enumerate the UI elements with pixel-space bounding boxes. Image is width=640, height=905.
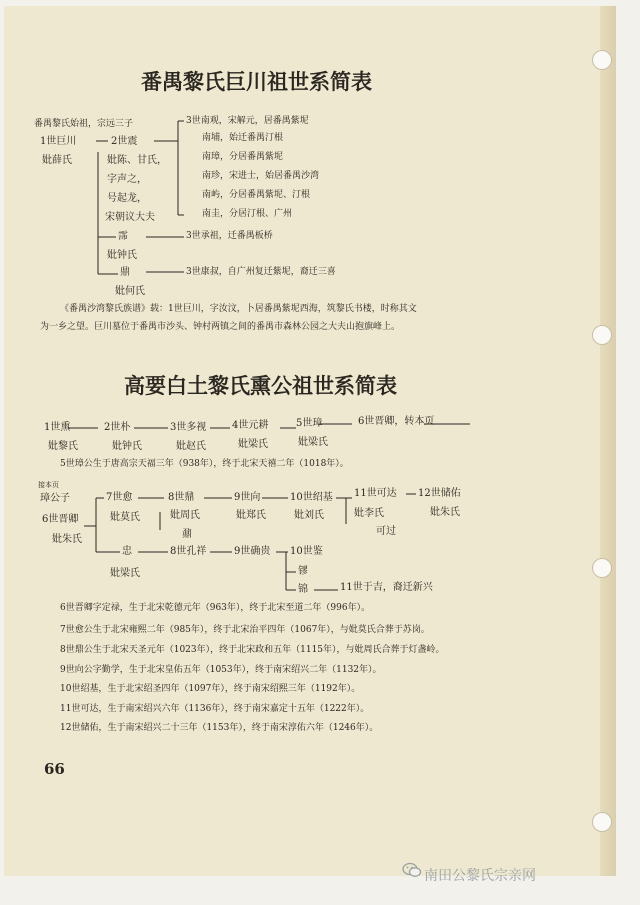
row1-wife: 妣黎氏	[48, 441, 78, 452]
gen2-1-note-line: 妣陈、甘氏，	[107, 155, 167, 166]
tree2-wife: 妣刘氏	[294, 510, 324, 521]
gen1-wife: 妣薛氏	[42, 155, 72, 166]
tree2-gen: 锦	[298, 584, 308, 595]
gen3-entry: 南圭，分居汀根、广州	[202, 209, 293, 219]
note-line: 9世向公字勤学，生于北宋皇佑五年（1053年），终于南宋绍兴二年（1132年）。	[60, 665, 382, 675]
gen2-3-wife: 妣何氏	[115, 286, 145, 297]
tree2-gen: 10世鉴	[290, 546, 323, 557]
row1-wife: 妣梁氏	[298, 437, 328, 448]
gen3-entry: 南珍，宋进士，始居番禺沙湾	[202, 171, 320, 181]
row1-wife: 妣梁氏	[238, 439, 268, 450]
tree2-gen: 忠	[122, 546, 132, 557]
gen2-3-name: 鼎	[120, 267, 130, 278]
row1-gen: 6世晋卿，转本页	[358, 416, 435, 427]
note-line: 6世晋卿字定禄，生于北宋乾德元年（963年），终于北宋至道二年（996年）。	[60, 603, 371, 613]
gen3-entry: 南埔，始迁番禺汀根	[202, 133, 284, 143]
tree2-wife: 妣梁氏	[110, 568, 140, 579]
note-line: 10世绍基，生于北宋绍圣四年（1097年），终于南宋绍熙三年（1192年）。	[60, 684, 361, 694]
note-line: 11世可达，生于南宋绍兴六年（1136年），终于南宋嘉定十五年（1222年）。	[60, 704, 370, 714]
tree2-gen: 9世向	[234, 492, 261, 503]
gen2-1-note-line: 字声之，	[107, 174, 147, 185]
tree2-wife: 妣李氏	[354, 508, 384, 519]
gen2-2-wife: 妣钟氏	[107, 250, 137, 261]
gen3-entry: 南璋，分居番禺紫坭	[202, 152, 284, 162]
tree2-sibling: 鼐	[182, 529, 192, 540]
tree2-gen: 9世确贵	[234, 546, 271, 557]
tree2-wife: 妣郑氏	[236, 510, 266, 521]
tree2-gen: 8世孔祥	[170, 546, 207, 557]
tree2-gen: 12世储佑	[418, 488, 461, 499]
gen1-name: 1世巨川	[40, 136, 77, 147]
row1-wife: 妣赵氏	[176, 441, 206, 452]
tree2-wife: 妣莫氏	[110, 512, 140, 523]
tree2-gen: 镠	[298, 566, 308, 577]
note-line: 12世储佑，生于南宋绍兴二十三年（1153年），终于南宋淳佑六年（1246年）。	[60, 723, 379, 733]
title-panyu-table: 番禺黎氏巨川祖世系简表	[141, 70, 372, 94]
tree2-parent-name: 璋公子	[40, 493, 70, 504]
gen2-1-note-line: 宋朝议大夫	[105, 212, 155, 223]
gen3-3-entry: 3世康叔，自广州复迁紫坭，裔迁三喜	[186, 267, 336, 277]
founder-label: 番禺黎氏始祖，宗远三子	[34, 119, 134, 129]
tree2-gen: 10世绍基	[290, 492, 333, 503]
tree2-parent-gen: 6世晋卿	[42, 514, 79, 525]
gen3-2-entry: 3世承祖，迁番禺板桥	[186, 231, 273, 241]
tree2-gen: 11世可达	[354, 488, 397, 499]
tree2-gen: 11世于吉，裔迁新兴	[340, 582, 433, 593]
row1-gen: 1世熏	[44, 422, 71, 433]
page-number: 66	[44, 760, 65, 778]
row1-gen: 3世多视	[170, 422, 207, 433]
gen3-entry: 3世南观，宋解元，居番禺紫坭	[186, 116, 309, 126]
paragraph-line: 《番禺沙湾黎氏族谱》载：1世巨川，字汝汶，卜居番禺紫坭西海，筑黎氏书楼，时称其文	[60, 304, 417, 314]
watermark-text: 南田公黎氏宗亲网	[424, 868, 536, 884]
gen3-entry: 南屿，分居番禺紫坭、汀根	[202, 190, 311, 200]
row1-note: 5世璋公生于唐高宗天福三年（938年），终于北宋天禧二年（1018年）。	[60, 459, 349, 469]
tree2-gen: 7世愈	[106, 492, 133, 503]
row1-gen: 2世朴	[104, 422, 131, 433]
tree2-sibling: 可过	[376, 526, 396, 537]
tree2-wife: 妣周氏	[170, 510, 200, 521]
gen2-2-name: 霈	[118, 231, 128, 242]
tree2-wife: 妣朱氏	[430, 507, 460, 518]
gen2-1-name: 2世震	[111, 136, 138, 147]
row1-wife: 妣钟氏	[112, 441, 142, 452]
tree2-gen: 8世鼎	[168, 492, 195, 503]
wechat-icon	[402, 862, 422, 878]
paragraph-line: 为一乡之望。巨川墓位于番禺市沙头、钟村两镇之间的番禺市森林公园之大夫山抱旗峰上。	[40, 322, 401, 332]
row1-gen: 4世元耕	[232, 420, 269, 431]
gen2-1-note-line: 号起龙，	[107, 193, 147, 204]
tree2-parent-wife: 妣朱氏	[52, 534, 82, 545]
note-line: 7世愈公生于北宋雍熙二年（985年），终于北宋治平四年（1067年），与妣莫氏合葬于苏岗。	[60, 625, 430, 635]
row1-gen: 5世璋	[296, 418, 323, 429]
title-gaoyao-table: 高要白土黎氏熏公祖世系简表	[124, 374, 397, 398]
note-line: 8世鼎公生于北宋天圣元年（1023年），终于北宋政和五年（1115年），与妣周氏合葬于灯盏岭。	[60, 645, 445, 655]
continued-label: 接本页	[38, 481, 59, 489]
